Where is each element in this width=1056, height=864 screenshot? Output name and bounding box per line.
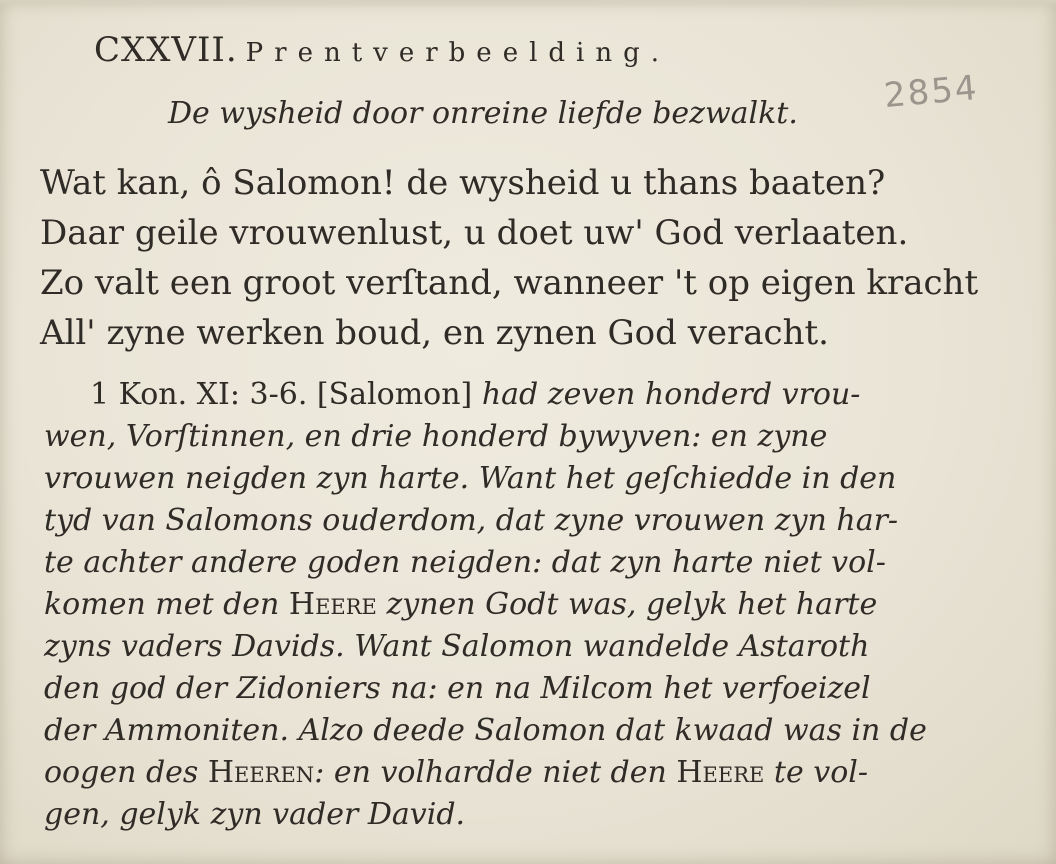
prose-line: den god der Zidoniers na: en na Milcom het verfoeizel — [44, 671, 871, 706]
verse-line: Wat kan, ô Salomon! de wysheid u thans baaten? — [40, 163, 886, 203]
prose-text: : en volhardde niet den — [314, 755, 667, 790]
prose-text: oogen des — [44, 755, 199, 790]
prose-text: had zeven honderd vrou- — [481, 377, 861, 412]
divine-name: Heeren — [207, 755, 315, 790]
prose-line — [44, 752, 1034, 794]
prose-line: tyd van Salomons ouderdom, dat zyne vrouwen zyn har- — [44, 503, 899, 538]
divine-name: Heere — [676, 755, 765, 790]
plate-number: CXXVII. — [94, 30, 238, 70]
prose-line — [44, 584, 1034, 626]
prose-line: vrouwen neigden zyn harte. Want het geſchiedde in den — [44, 461, 897, 496]
verse-block — [40, 158, 978, 358]
scripture-reference: 1 Kon. XI: 3-6. [Salomon] — [90, 377, 473, 412]
prose-text: te vol- — [773, 755, 868, 790]
divine-name: Heere — [288, 587, 377, 622]
prose-line: zyns vaders Davids. Want Salomon wandelde Astaroth — [44, 629, 870, 664]
verse-line: Daar geile vrouwenlust, u doet uw' God verlaaten. — [40, 213, 909, 253]
plate-title: Prentverbeelding. — [245, 38, 671, 68]
scripture-passage — [44, 374, 1034, 836]
prose-text: zynen Godt was, gelyk het harte — [386, 587, 878, 622]
verse-line: All' zyne werken boud, en zynen God veracht. — [40, 313, 829, 353]
prose-line: te achter andere goden neigden: dat zyn harte niet vol- — [44, 545, 886, 580]
prose-text: komen met den — [44, 587, 280, 622]
prose-line: gen, gelyk zyn vader David. — [44, 797, 466, 832]
prose-line: wen, Vorſtinnen, en drie honderd bywyven: en zyne — [44, 419, 828, 454]
page-subtitle: De wysheid door onreine liefde bezwalkt. — [168, 96, 798, 131]
pencil-inventory-number: 2854 — [882, 67, 981, 117]
prose-line: der Ammoniten. Alzo deede Salomon dat kwaad was in de — [44, 713, 927, 748]
page-title — [94, 30, 670, 70]
verse-line: Zo valt een groot verſtand, wanneer 't op eigen kracht — [40, 263, 979, 303]
paper-edge — [0, 0, 1056, 8]
prose-line — [44, 374, 1034, 416]
